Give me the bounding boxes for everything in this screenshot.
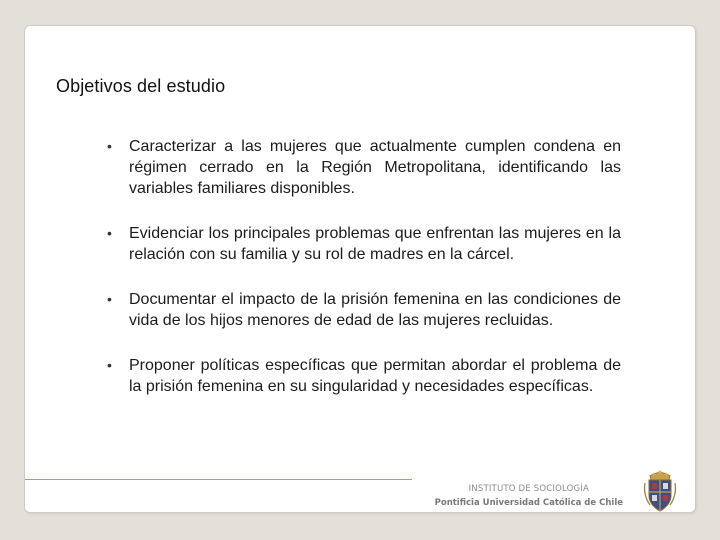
bullet-glyph: • — [107, 357, 112, 373]
list-item-text: Caracterizar a las mujeres que actualmente cumplen condena en régimen cerrado en la Región Metropolitana, identificando las variables familiares disponibles. — [129, 138, 621, 197]
list-item — [107, 355, 621, 397]
bullet-glyph: • — [107, 225, 112, 241]
list-item — [107, 136, 621, 199]
list-item-text: Evidenciar los principales problemas que enfrentan las mujeres en la relación con su familia y su rol de madres en la cárcel. — [129, 225, 621, 263]
list-item — [107, 223, 621, 265]
university-crest-icon — [642, 467, 678, 513]
footer-divider — [25, 479, 412, 480]
university-name: Pontificia Universidad Católica de Chile — [434, 498, 623, 508]
list-item — [107, 289, 621, 331]
list-item-text: Proponer políticas específicas que permitan abordar el problema de la prisión femenina en su singularidad y necesidades específicas. — [129, 357, 621, 395]
slide-title: Objetivos del estudio — [56, 76, 226, 96]
bullet-glyph: • — [107, 291, 112, 307]
institution-credit — [435, 482, 623, 510]
bullet-glyph: • — [107, 138, 112, 154]
institute-name: INSTITUTO DE SOCIOLOGÍA — [468, 484, 590, 494]
list-item-text: Documentar el impacto de la prisión femenina en las condiciones de vida de los hijos menores de edad de las mujeres recluidas. — [129, 291, 621, 329]
slide — [24, 25, 696, 513]
objectives-list — [107, 136, 621, 421]
